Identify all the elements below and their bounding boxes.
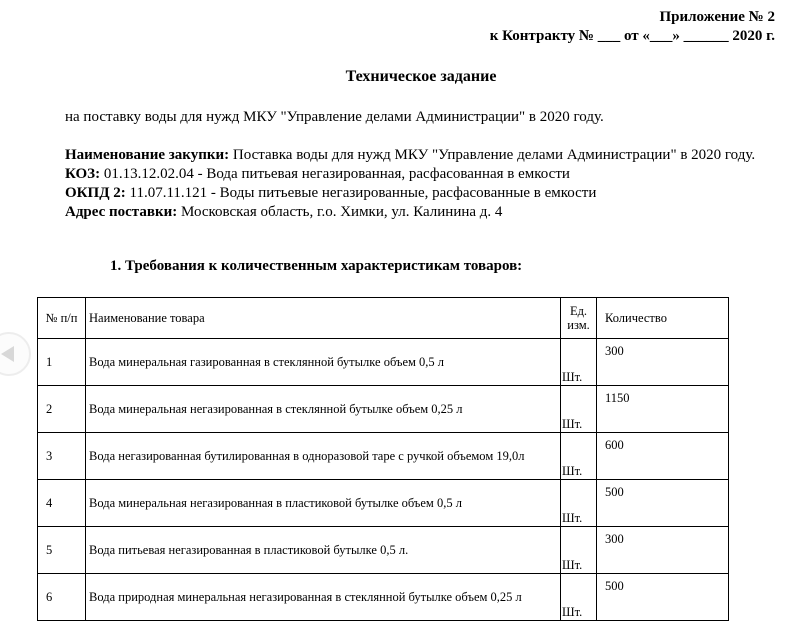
contract-line: к Контракту № ___ от «___» ______ 2020 г. [489, 28, 775, 44]
arrow-left-icon [1, 346, 14, 362]
row-name: Вода негазированная бутилированная в одноразовой таре с ручкой объемом 19,0л [86, 433, 561, 480]
detail-label: КОЗ: [65, 166, 101, 182]
detail-value: Московская область, г.о. Химки, ул. Калинина д. 4 [181, 204, 503, 220]
page-title: Техническое задание [345, 68, 497, 85]
row-qty: 500 [597, 480, 729, 527]
detail-line-koz [65, 165, 770, 184]
row-qty: 300 [597, 527, 729, 574]
row-qty: 500 [597, 574, 729, 621]
row-num: 2 [38, 386, 86, 433]
detail-label: Наименование закупки: [65, 147, 230, 163]
column-header-unit: Ед. изм. [561, 298, 597, 339]
row-num: 5 [38, 527, 86, 574]
detail-line-procurement-name [65, 146, 770, 165]
row-name: Вода минеральная негазированная в стеклянной бутылке объем 0,25 л [86, 386, 561, 433]
row-unit: Шт. [561, 339, 597, 386]
table-row [38, 433, 729, 480]
detail-line-address [65, 203, 770, 222]
prev-page-button[interactable] [0, 332, 31, 376]
row-num: 3 [38, 433, 86, 480]
table-header-row [38, 298, 729, 339]
detail-value: 01.13.12.02.04 - Вода питьевая негазированная, расфасованная в емкости [103, 166, 570, 182]
procurement-details [65, 146, 770, 222]
section-heading: 1. Требования к количественным характеристикам товаров: [110, 258, 523, 274]
detail-value: 11.07.11.121 - Воды питьевые негазированные, расфасованные в емкости [129, 185, 597, 201]
column-header-num: № п/п [38, 298, 86, 339]
goods-table [37, 297, 729, 621]
table-row [38, 574, 729, 621]
column-header-qty: Количество [597, 298, 729, 339]
row-name: Вода питьевая негазированная в пластиковой бутылке 0,5 л. [86, 527, 561, 574]
row-qty: 600 [597, 433, 729, 480]
row-unit: Шт. [561, 527, 597, 574]
row-name: Вода минеральная газированная в стеклянной бутылке объем 0,5 л [86, 339, 561, 386]
detail-label: ОКПД 2: [65, 185, 126, 201]
row-num: 4 [38, 480, 86, 527]
row-unit: Шт. [561, 386, 597, 433]
table-row [38, 386, 729, 433]
intro-paragraph: на поставку воды для нужд МКУ "Управление делами Администрации" в 2020 году. [65, 109, 604, 125]
row-unit: Шт. [561, 574, 597, 621]
table-row [38, 527, 729, 574]
detail-value: Поставка воды для нужд МКУ "Управление делами Администрации" в 2020 году. [232, 147, 756, 163]
row-num: 1 [38, 339, 86, 386]
document-header [490, 8, 775, 46]
row-name: Вода минеральная негазированная в пластиковой бутылке объем 0,5 л [86, 480, 561, 527]
detail-line-okpd [65, 184, 770, 203]
row-unit: Шт. [561, 480, 597, 527]
table-row [38, 480, 729, 527]
appendix-line: Приложение № 2 [659, 9, 775, 25]
table-row [38, 339, 729, 386]
column-header-name: Наименование товара [86, 298, 561, 339]
row-unit: Шт. [561, 433, 597, 480]
row-name: Вода природная минеральная негазированная в стеклянной бутылке объем 0,25 л [86, 574, 561, 621]
detail-label: Адрес поставки: [65, 204, 178, 220]
row-qty: 1150 [597, 386, 729, 433]
row-num: 6 [38, 574, 86, 621]
row-qty: 300 [597, 339, 729, 386]
